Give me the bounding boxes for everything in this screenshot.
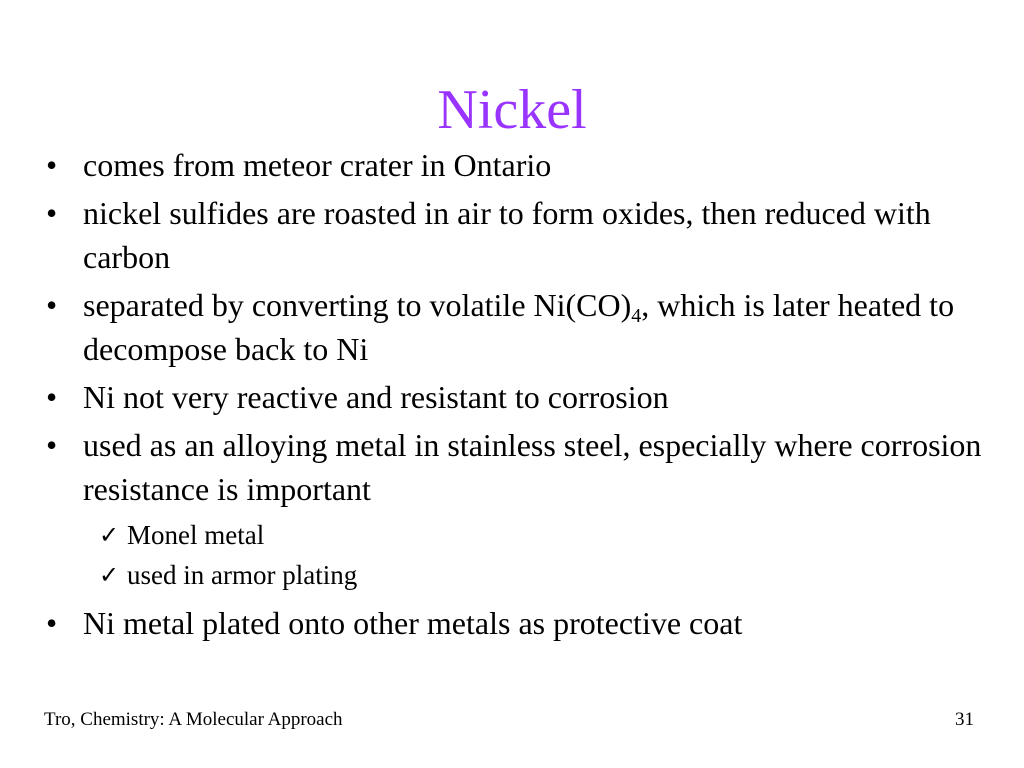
bullet-item (44, 375, 994, 419)
subscript: 4 (631, 305, 642, 327)
bullet-dot-icon: • (46, 287, 58, 323)
footer-source: Tro, Chemistry: A Molecular Approach (44, 709, 343, 730)
bullet-text: comes from meteor crater in Ontario (83, 147, 552, 183)
bullet-dot-icon: • (46, 379, 58, 415)
bullet-list (44, 143, 994, 649)
sub-bullet-text: used in armor plating (127, 560, 358, 590)
bullet-item (44, 191, 994, 279)
bullet-item (44, 143, 994, 187)
bullet-dot-icon: • (46, 427, 58, 463)
slide-title: Nickel (437, 79, 587, 141)
bullet-item (44, 423, 994, 511)
bullet-text: nickel sulfides are roasted in air to form oxides, then reduced with carbon (83, 195, 931, 275)
bullet-text-pre: separated by converting to volatile Ni(CO) (83, 287, 632, 323)
bullet-text-post: , which is later heated to decompose back to Ni (83, 287, 955, 367)
bullet-text: used as an alloying metal in stainless steel, especially where corrosion resistance is important (83, 427, 982, 507)
bullet-text: Ni not very reactive and resistant to corrosion (83, 379, 669, 415)
bullet-text: Ni metal plated onto other metals as protective coat (83, 605, 743, 641)
bullet-item (44, 283, 994, 371)
bullet-dot-icon: • (46, 605, 58, 641)
bullet-item (44, 601, 994, 645)
page-number: 31 (955, 709, 974, 730)
bullet-dot-icon: • (46, 195, 58, 231)
sub-bullet-item (44, 515, 994, 555)
checkmark-icon: ✓ (99, 561, 120, 589)
sub-bullet-text: Monel metal (127, 520, 265, 550)
checkmark-icon: ✓ (99, 521, 120, 549)
sub-bullet-item (44, 555, 994, 595)
bullet-dot-icon: • (46, 147, 58, 183)
